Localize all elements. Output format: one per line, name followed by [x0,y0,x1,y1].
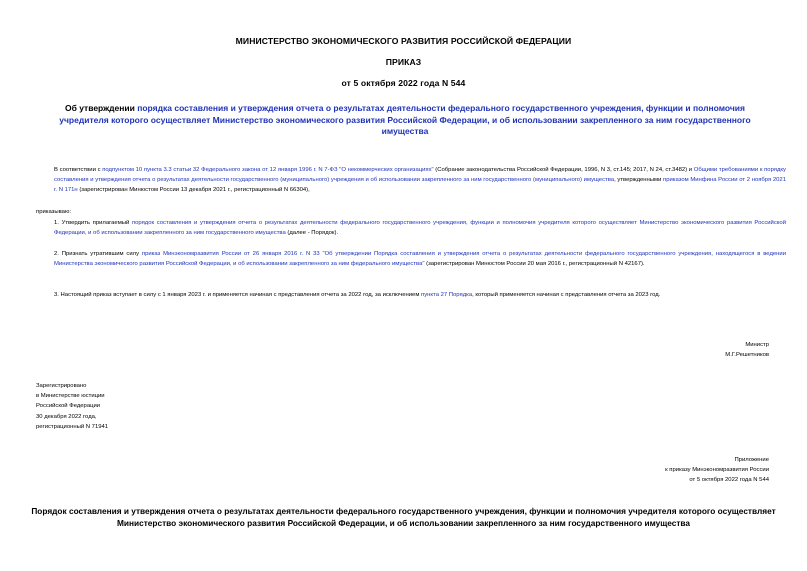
appendix-block [665,455,769,486]
appendix-line: Приложение [734,457,769,463]
procedure-link[interactable]: порядок составления и утверждения отчета о результатах деятельности федерального государственного учреждения, функции и полномочия учредителя которого осуществляет Министерство экономического развития Российской Федерации, и об использовании закрепленного за ним государственного имущества [54,220,786,237]
federal-law-link[interactable]: подпунктом 10 пункта 3.3 статьи 32 Федерального закона от 12 января 1996 г. N 7-ФЗ "О некоммерческих организациях" [102,167,434,173]
minfin-order-link[interactable]: приказом Минфина России от 2 ноября 2021 г. N 171н [54,177,786,194]
item-1-text-2: (далее - Порядок). [285,230,339,237]
registration-line: 30 декабря 2022 года, [36,413,97,420]
item-2-paragraph [36,249,786,269]
registration-line: Российской Федерации [36,403,101,410]
doc-date-number: от 5 октября 2022 года N 544 [341,78,466,88]
registration-line: в Министерстве юстиции [36,393,105,400]
registration-block [36,381,108,432]
item-2-text-2: (зарегистрирован Минюстом России 20 мая 2016 г., регистрационный N 42167). [424,261,645,268]
doc-type-heading: ПРИКАЗ [385,57,422,67]
item-1-paragraph [36,218,786,238]
registration-line: регистрационный N 71941 [36,423,109,430]
item-3-text-2: , который применяется начиная с представления отчета за 2023 год. [472,292,661,298]
item-1-text-1: 1. Утвердить прилагаемый [54,220,132,226]
general-requirements-link[interactable]: Общими требованиями к порядку составления и утверждения отчета о результатах деятельности государственного (муниципального) учреждения и об использовании закрепленного за ним государственного (муниципального) имущества [54,167,786,184]
order-word: приказываю: [36,209,72,215]
preamble-text-1: В соответствии с [54,167,103,173]
item-3-text-1: 3. Настоящий приказ вступает в силу с 1 января 2023 г. и применяется начиная с представления отчета за 2022 год, за исключением [54,292,422,298]
procedure-title: Порядок составления и утверждения отчета о результатах деятельности федерального государственного учреждения, функции и полномочия учредителя которого осуществляет Министерство экономического развития Российской Федерации, и об использовании закрепленного за ним государственного имущества [31,506,776,528]
item-3-paragraph [36,290,786,300]
preamble-paragraph [36,165,786,196]
point-27-link[interactable]: пункта 27 Порядка [421,292,473,298]
signature-block [725,340,769,360]
order-title-prefix: Об утверждении [65,103,138,113]
order-title-link[interactable]: порядка составления и утверждения отчета о результатах деятельности федерального государственного учреждения, функции и полномочия учредителя которого осуществляет Министерство экономического развития Российской Федерации, и об использовании закрепленного за ним государственного имущества [59,103,751,136]
appendix-line: от 5 октября 2022 года N 544 [689,477,769,484]
signature-name: М.Г.Решетников [725,352,769,359]
signature-position: Министр [745,342,769,348]
order-title [40,103,770,138]
item-2-text-1: 2. Признать утратившим силу [54,251,142,257]
repealed-order-link[interactable]: приказ Минэкономразвития России от 26 января 2016 г. N 33 "Об утверждении Порядка составления и утверждения отчета о результатах деятельности федерального государственного учреждения, находящегося в ведении Министерства экономического развития Российской Федерации, и об использовании закрепленного за ним федерального имущества" [54,251,786,268]
appendix-line: к приказу Минэкономразвития России [665,467,769,474]
ministry-heading: МИНИСТЕРСТВО ЭКОНОМИЧЕСКОГО РАЗВИТИЯ РОССИЙСКОЙ ФЕДЕРАЦИИ [235,36,572,46]
preamble-text-4: (зарегистрирован Минюстом России 13 декабря 2021 г., регистрационный N 66304), [77,187,310,194]
preamble-text-2: (Собрание законодательства Российской Федерации, 1996, N 3, ст.145; 2017, N 24, ст.3482) и [433,167,694,173]
registration-line: Зарегистрировано [36,383,87,389]
preamble-text-3: , утвержденными [614,177,664,184]
